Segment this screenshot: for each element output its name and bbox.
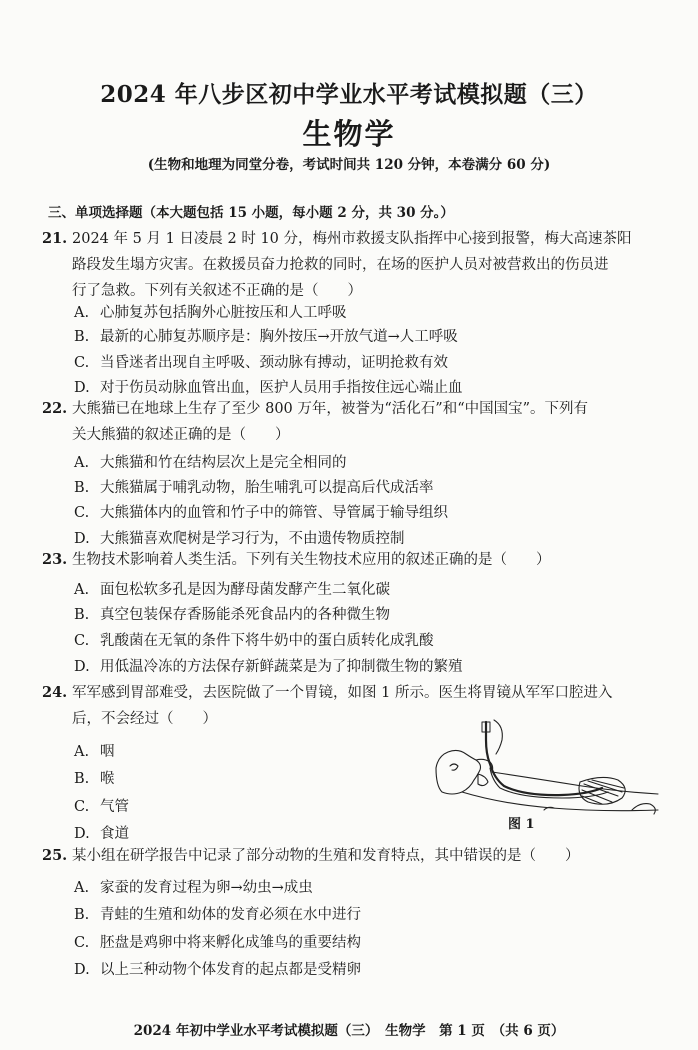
option-b: B. 喉 (74, 771, 115, 787)
option-a: A. 心肺复苏包括胸外心脏按压和人工呼吸 (74, 305, 347, 321)
page-footer: 2024 年初中学业水平考试模拟题（三） 生物学 第 1 页 （共 6 页） (133, 1023, 565, 1039)
exam-note: (生物和地理为同堂分卷，考试时间共 120 分钟，本卷满分 60 分) (147, 157, 551, 173)
option-d: D. 食道 (74, 826, 129, 842)
option-d: D. 大熊猫喜欢爬树是学习行为，不由遗传物质控制 (74, 531, 405, 547)
question-number: 21. (42, 230, 68, 247)
question-25-stem (42, 843, 580, 869)
subject-title: 生物学 (302, 117, 396, 151)
gastroscope-figure (432, 718, 667, 818)
option-d: D. 对于伤员动脉血管出血，医护人员用手指按住远心端止血 (74, 380, 463, 396)
head-outline (436, 750, 481, 794)
option-c: C. 气管 (74, 799, 129, 815)
option-d: D. 用低温冷冻的方法保存新鲜蔬菜是为了抑制微生物的繁殖 (74, 659, 463, 675)
option-c: C. 当昏迷者出现自主呼吸、颈动脉有搏动，证明抢救有效 (74, 355, 448, 371)
option-b: B. 大熊猫属于哺乳动物，胎生哺乳可以提高后代成活率 (74, 480, 434, 496)
question-number: 24. (42, 684, 68, 701)
exam-title: 2024 年八步区初中学业水平考试模拟题（三） (100, 81, 598, 108)
question-22-stem (42, 396, 588, 448)
option-c: C. 大熊猫体内的血管和竹子中的筛管、导管属于输导组织 (74, 505, 448, 521)
option-b: B. 真空包装保存香肠能杀死食品内的各种微生物 (74, 607, 390, 623)
question-line: 大熊猫已在地球上生存了至少 800 万年，被誉为“活化石”和“中国国宝”。下列有 (72, 401, 589, 417)
question-line: 关大熊猫的叙述正确的是（ ） (72, 427, 290, 443)
option-c: C. 乳酸菌在无氧的条件下将牛奶中的蛋白质转化成乳酸 (74, 633, 434, 649)
option-a: A. 大熊猫和竹在结构层次上是完全相同的 (74, 455, 347, 471)
question-number: 23. (42, 551, 68, 568)
question-line: 生物技术影响着人类生活。下列有关生物技术应用的叙述正确的是（ ） (72, 552, 551, 568)
option-a: A. 面包松软多孔是因为酵母菌发酵产生二氧化碳 (74, 582, 390, 598)
option-a: A. 咽 (74, 744, 115, 760)
option-b: B. 最新的心肺复苏顺序是：胸外按压→开放气道→人工呼吸 (74, 329, 458, 345)
question-line: 某小组在研学报告中记录了部分动物的生殖和发育特点，其中错误的是（ ） (72, 848, 580, 864)
section-heading: 三、单项选择题（本大题包括 15 小题，每小题 2 分，共 30 分。） (48, 205, 454, 221)
question-line: 行了急救。下列有关叙述不正确的是（ ） (72, 283, 362, 299)
question-line: 军军感到胃部难受，去医院做了一个胃镜，如图 1 所示。医生将胃镜从军军口腔进入 (72, 685, 613, 701)
option-a: A. 家蚕的发育过程为卵→幼虫→成虫 (74, 880, 313, 896)
question-21-stem (42, 226, 632, 304)
question-23-stem (42, 547, 551, 573)
option-b: B. 青蛙的生殖和幼体的发育必须在水中进行 (74, 907, 361, 923)
question-line: 2024 年 5 月 1 日凌晨 2 时 10 分，梅州市救援支队指挥中心接到报警，梅大高速茶阳 (72, 231, 632, 247)
option-d: D. 以上三种动物个体发育的起点都是受精卵 (74, 962, 361, 978)
question-line: 路段发生塌方灾害。在救援员奋力抢救的同时，在场的医护人员对被营救出的伤员进 (72, 257, 609, 273)
question-line: 后，不会经过（ ） (72, 711, 217, 727)
figure-caption: 图 1 (508, 817, 535, 832)
question-number: 25. (42, 847, 68, 864)
ear (450, 764, 458, 770)
question-number: 22. (42, 400, 68, 417)
option-c: C. 胚盘是鸡卵中将来孵化成雏鸟的重要结构 (74, 935, 361, 951)
mouthpiece (478, 774, 488, 786)
